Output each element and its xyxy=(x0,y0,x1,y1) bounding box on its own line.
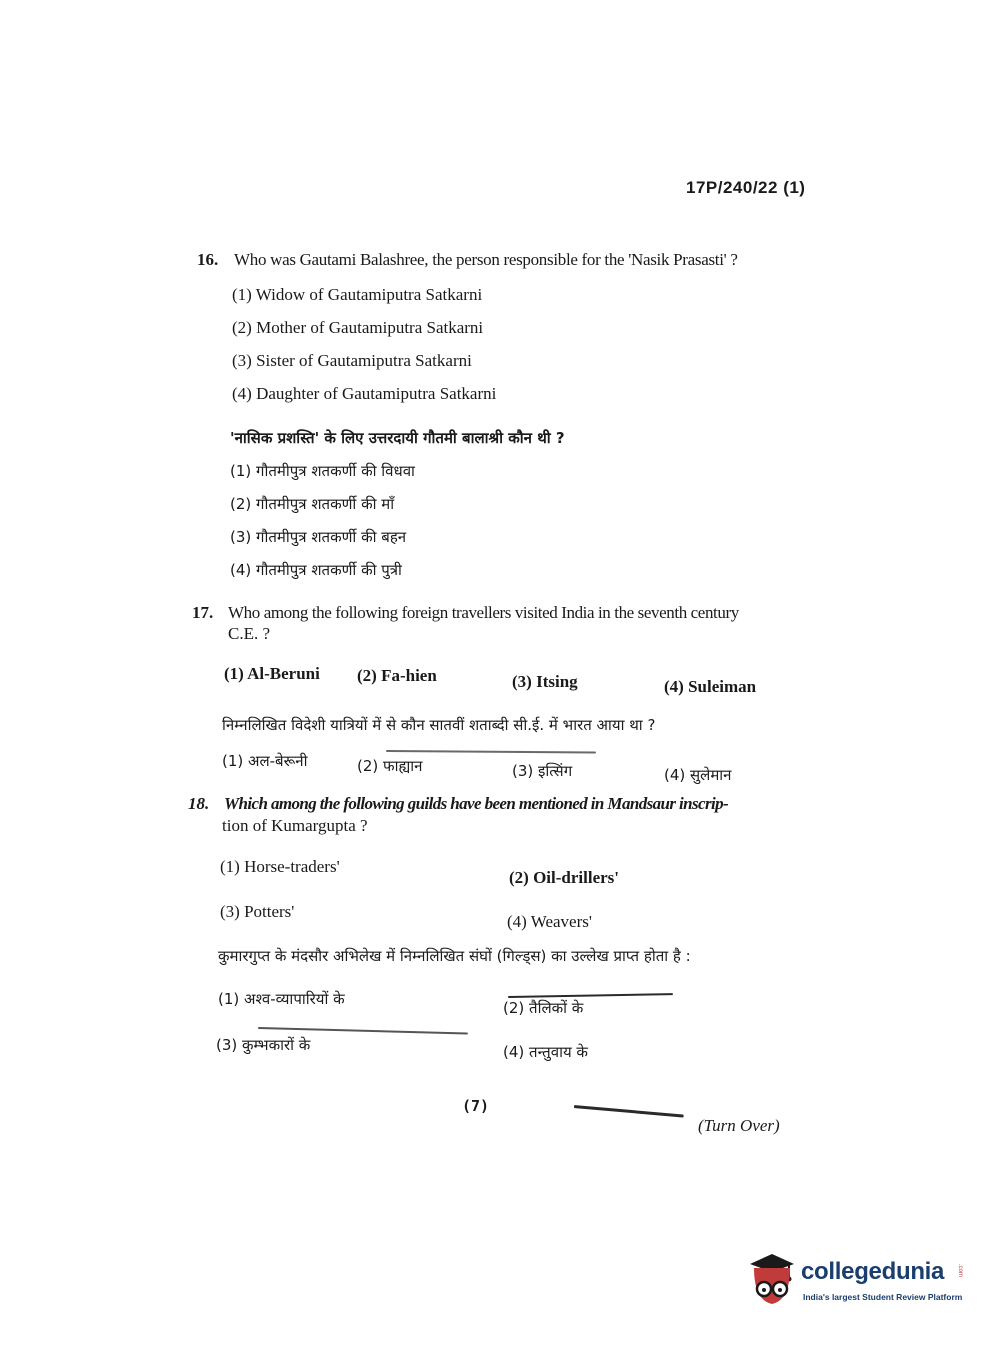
option-en: (1) Horse-traders' xyxy=(220,857,340,876)
option-en: (4) Weavers' xyxy=(507,912,592,931)
logo-domain: .com xyxy=(957,1264,963,1278)
scan-mark xyxy=(258,1027,468,1034)
paper-code: 17P/240/22 (1) xyxy=(686,178,806,197)
option-hi: (2) तैलिकों के xyxy=(503,999,584,1017)
scan-mark xyxy=(386,750,596,753)
option-en: (3) Itsing xyxy=(512,672,578,691)
page-number: (7) xyxy=(462,1097,490,1115)
option-hi: (3) गौतमीपुत्र शतकर्णी की बहन xyxy=(230,528,407,546)
mascot-icon xyxy=(744,1252,800,1312)
option-en: (2) Fa-hien xyxy=(357,666,437,685)
collegedunia-logo xyxy=(744,1252,974,1312)
option-hi: (1) अल-बेरूनी xyxy=(222,752,308,770)
logo-tagline: India's largest Student Review Platform xyxy=(803,1292,963,1302)
option-en: (4) Suleiman xyxy=(664,677,757,696)
option-hi: (1) अश्व-व्यापारियों के xyxy=(218,990,345,1008)
option-hi: (4) तन्तुवाय के xyxy=(503,1043,588,1061)
question-text-en: Who was Gautami Balashree, the person responsible for the 'Nasik Prasasti' ? xyxy=(234,250,738,269)
option-hi: (1) गौतमीपुत्र शतकर्णी की विधवा xyxy=(230,462,415,480)
turn-over-label: (Turn Over) xyxy=(698,1116,780,1135)
option-hi: (3) इत्सिंग xyxy=(512,762,573,780)
question-text-en: Who among the following foreign travellers visited India in the seventh century xyxy=(228,603,739,622)
scan-mark xyxy=(508,993,673,998)
option-en: (2) Oil-drillers' xyxy=(509,868,620,887)
scan-mark xyxy=(574,1105,684,1118)
question-text-hi: निम्नलिखित विदेशी यात्रियों में से कौन सातवीं शताब्दी सी.ई. में भारत आया था ? xyxy=(222,716,656,734)
question-text-en: Which among the following guilds have been mentioned in Mandsaur inscrip- xyxy=(224,794,729,813)
question-text-en-continued: C.E. ? xyxy=(228,624,271,643)
option-hi: (2) गौतमीपुत्र शतकर्णी की माँ xyxy=(230,495,395,513)
option-en: (3) Potters' xyxy=(220,902,295,921)
question-text-hi: 'नासिक प्रशस्ति' के लिए उत्तरदायी गौतमी बालाश्री कौन थी ? xyxy=(230,429,565,447)
question-number: 16. xyxy=(197,250,219,269)
question-text-en-continued: tion of Kumargupta ? xyxy=(222,816,368,835)
logo-wordmark: collegedunia xyxy=(801,1258,945,1285)
option-hi: (3) कुम्भकारों के xyxy=(216,1036,311,1054)
option-en: (4) Daughter of Gautamiputra Satkarni xyxy=(232,384,497,403)
option-hi: (4) सुलेमान xyxy=(664,766,732,784)
option-en: (1) Al-Beruni xyxy=(224,664,320,683)
option-en: (1) Widow of Gautamiputra Satkarni xyxy=(232,285,483,304)
question-number: 17. xyxy=(192,603,214,622)
question-text-hi: कुमारगुप्त के मंदसौर अभिलेख में निम्नलिखित संघों (गिल्ड्स) का उल्लेख प्राप्त होता है : xyxy=(218,947,691,965)
question-number: 18. xyxy=(188,794,210,813)
option-hi: (2) फाह्यान xyxy=(357,757,423,775)
option-en: (2) Mother of Gautamiputra Satkarni xyxy=(232,318,484,337)
option-en: (3) Sister of Gautamiputra Satkarni xyxy=(232,351,472,370)
option-hi: (4) गौतमीपुत्र शतकर्णी की पुत्री xyxy=(230,561,402,579)
